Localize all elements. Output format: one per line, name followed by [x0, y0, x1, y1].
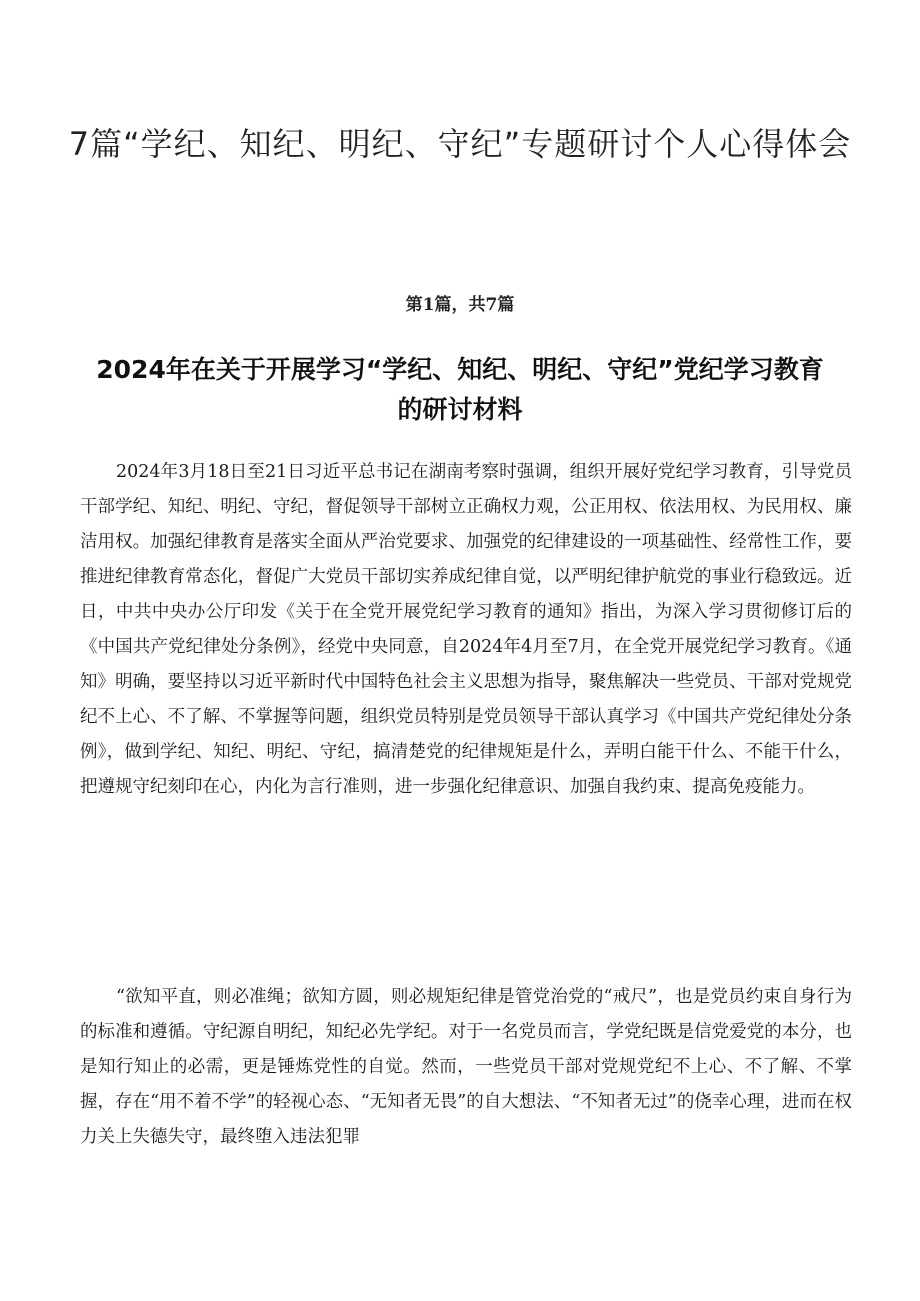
section-title: 2024年在关于开展学习“学纪、知纪、明纪、守纪”党纪学习教育的研讨材料	[96, 355, 824, 424]
body-paragraph: 2024年3月18日至21日习近平总书记在湖南考察时强调，组织开展好党纪学习教育，引导党员干部学纪、知纪、明纪、守纪，督促领导干部树立正确权力观，公正用权、依法用权、为民用权、廉洁用权。加强纪律教育是落实全面从严治党要求、加强党的纪律建设的一项基础性、经常性工作，要推进纪律教育常态化，督促广大党员干部切实养成纪律自觉，以严明纪律护航党的事业行稳致远。近日，中共中央办公厅印发《关于在全党开展党纪学习教育的通知》指出，为深入学习贯彻修订后的《中国共产党纪律处分条例》，经党中央同意，自2024年4月至7月，在全党开展党纪学习教育。《通知》明确，要坚持以习近平新时代中国特色社会主义思想为指导，聚焦解决一些党员、干部对党规党纪不上心、不了解、不掌握等问题，组织党员特别是党员领导干部认真学习《中国共产党纪律处分条例》，做到学纪、知纪、明纪、守纪，搞清楚党的纪律规矩是什么，弄明白能干什么、不能干什么，把遵规守纪刻印在心，内化为言行准则，进一步强化纪律意识、加强自我约束、提高免疫能力。	[80, 462, 852, 797]
body-paragraph: “欲知平直，则必准绳；欲知方圆，则必规矩纪律是管党治党的“戒尺”，也是党员约束自身行为的标准和遵循。守纪源自明纪，知纪必先学纪。对于一名党员而言，学党纪既是信党爱党的本分，也是知行知止的必需，更是锤炼党性的自觉。然而，一些党员干部对党规党纪不上心、不了解、不掌握，存在“用不着不学”的轻视心态、“无知者无畏”的自大想法、“不知者无过”的侥幸心理，进而在权力关上失德失守，最终堕入违法犯罪	[80, 987, 852, 1147]
document-title: 7篇“学纪、知纪、明纪、守纪”专题研讨个人心得体会	[68, 125, 852, 163]
part-label: 第1篇，共7篇	[405, 295, 515, 315]
